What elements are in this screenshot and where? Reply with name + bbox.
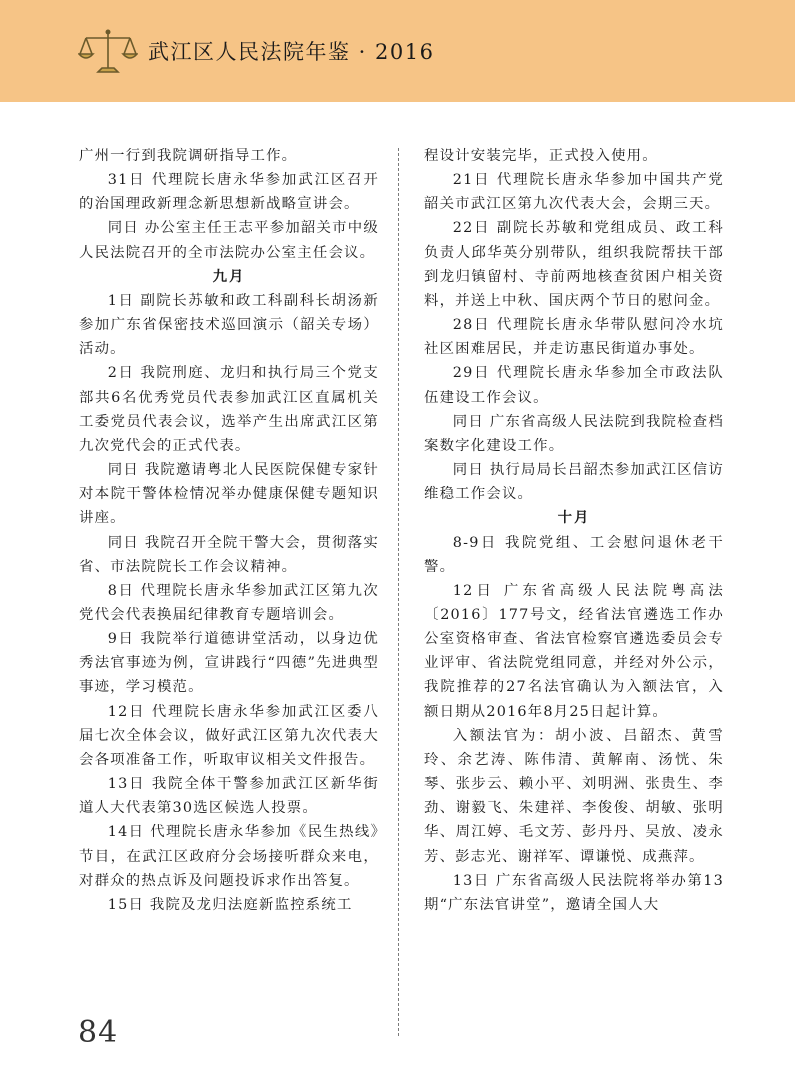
page-header xyxy=(0,0,795,102)
page-number: 84 xyxy=(78,1015,119,1050)
entry-paragraph: 12日 广东省高级人民法院粤高法〔2016〕177号文，经省法官遴选工作办公室资格审查、省法官检察官遴选委员会专业评审、省法院党组同意，并经对外公示，我院推荐的27名法官确认为入额法官，入额日期从2016年8月25日起计算。 xyxy=(424,582,724,720)
entry-paragraph: 15日 我院及龙归法庭新监控系统工 xyxy=(107,896,353,913)
entry-paragraph: 21日 代理院长唐永华参加中国共产党韶关市武江区第九次代表大会，会期三天。 xyxy=(424,172,724,213)
month-heading: 九月 xyxy=(212,268,246,285)
entry-paragraph: 2日 我院刑庭、龙归和执行局三个党支部共6名优秀党员代表参加武江区直属机关工委党员代表会议，选举产生出席武江区第九次党代会的正式代表。 xyxy=(79,365,379,454)
entry-paragraph: 9日 我院举行道德讲堂活动，以身边优秀法官事迹为例，宣讲践行“四德”先进典型事迹，学习模范。 xyxy=(79,631,379,696)
month-heading: 十月 xyxy=(557,510,591,527)
page-header-title: 武江区人民法院年鉴 · 2016 xyxy=(148,40,435,64)
entry-paragraph: 1日 副院长苏敏和政工科副科长胡汤新参加广东省保密技术巡回演示（韶关专场）活动。 xyxy=(79,292,379,358)
entry-paragraph: 程设计安装完毕，正式投入使用。 xyxy=(424,148,658,164)
scales-of-justice-icon xyxy=(78,28,138,76)
entry-paragraph: 广州一行到我院调研指导工作。 xyxy=(79,148,298,164)
entry-paragraph: 同日 我院邀请粤北人民医院保健专家针对本院干警体检情况举办健康保健专题知识讲座。 xyxy=(79,462,379,527)
entry-paragraph: 同日 广东省高级人民法院到我院检查档案数字化建设工作。 xyxy=(424,413,724,454)
entry-paragraph: 14日 代理院长唐永华参加《民生热线》节目，在武江区政府分会场接听群众来电，对群众的热点诉及问题投诉求作出答复。 xyxy=(79,824,379,889)
entry-paragraph: 12日 代理院长唐永华参加武江区委八届七次全体会议，做好武江区第九次代表大会各项准备工作，听取审议相关文件报告。 xyxy=(79,703,379,768)
entry-paragraph: 22日 副院长苏敏和党组成员、政工科负责人邱华英分别带队，组织我院帮扶干部到龙归镇留村、寺前两地核查贫困户相关资料，并送上中秋、国庆两个节日的慰问金。 xyxy=(424,220,724,309)
right-column xyxy=(424,144,724,917)
entry-paragraph: 同日 执行局局长吕韶杰参加武江区信访维稳工作会议。 xyxy=(424,462,724,503)
entry-paragraph: 29日 代理院长唐永华参加全市政法队伍建设工作会议。 xyxy=(424,365,724,406)
left-column xyxy=(79,144,379,917)
entry-paragraph: 31日 代理院长唐永华参加武江区召开的治国理政新理念新思想新战略宣讲会。 xyxy=(79,172,379,213)
entry-paragraph: 13日 广东省高级人民法院将举办第13期“广东法官讲堂”，邀请全国人大 xyxy=(424,872,724,913)
entry-paragraph: 入额法官为：胡小波、吕韶杰、黄雪玲、余艺涛、陈伟清、黄解南、汤恍、朱琴、张步云、赖小平、刘明洲、张贵生、李劲、谢毅飞、朱建祥、李俊俊、胡敏、张明华、周江婷、毛文芳、彭丹丹、吴放、凌永芳、彭志光、谢祥军、谭谦悦、成燕萍。 xyxy=(424,727,724,865)
entry-paragraph: 同日 办公室主任王志平参加韶关市中级人民法院召开的全市法院办公室主任会议。 xyxy=(79,220,379,261)
column-divider xyxy=(398,148,399,1036)
entry-paragraph: 同日 我院召开全院干警大会，贯彻落实省、市法院院长工作会议精神。 xyxy=(79,534,379,575)
entry-paragraph: 28日 代理院长唐永华带队慰问冷水坑社区困难居民，并走访惠民街道办事处。 xyxy=(424,317,724,358)
entry-paragraph: 13日 我院全体干警参加武江区新华街道人大代表第30选区候选人投票。 xyxy=(79,776,379,817)
entry-paragraph: 8日 代理院长唐永华参加武江区第九次党代会代表换届纪律教育专题培训会。 xyxy=(79,582,379,623)
entry-paragraph: 8-9日 我院党组、工会慰问退休老干警。 xyxy=(424,534,724,575)
